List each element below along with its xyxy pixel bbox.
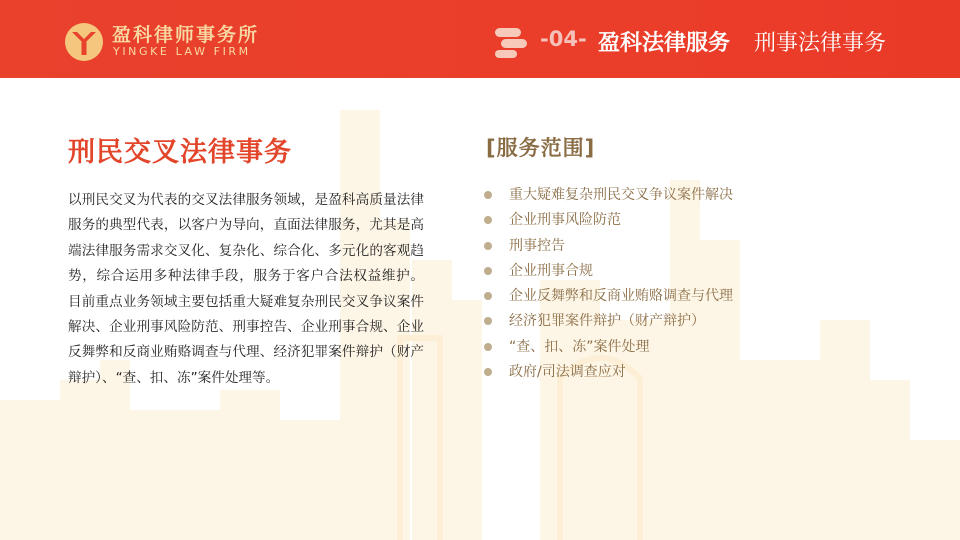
bullet-icon xyxy=(484,368,492,376)
yingke-logo-icon xyxy=(64,22,104,62)
list-item xyxy=(484,309,733,334)
list-item xyxy=(484,335,733,360)
header-bar xyxy=(0,0,960,78)
list-item-label: 经济犯罪案件辩护（财产辩护） xyxy=(509,313,705,330)
bullet-icon xyxy=(484,242,492,250)
bullet-icon xyxy=(484,292,492,300)
section-number: -04- xyxy=(540,27,587,51)
list-item xyxy=(484,284,733,309)
services-title: [服务范围] xyxy=(486,136,596,160)
list-item xyxy=(484,183,733,208)
bullet-icon xyxy=(484,343,492,351)
list-item-label: 企业刑事合规 xyxy=(509,262,593,279)
services-list xyxy=(484,183,733,385)
list-item xyxy=(484,259,733,284)
list-item-label: 刑事控告 xyxy=(509,237,565,254)
bullet-icon xyxy=(484,317,492,325)
list-item-label: 重大疑难复杂刑民交叉争议案件解决 xyxy=(509,187,733,203)
section-title: 盈科法律服务 xyxy=(598,31,731,56)
bullet-icon xyxy=(484,191,492,199)
section-subtitle: 刑事法律事务 xyxy=(754,31,887,56)
description-paragraph: 以刑民交叉为代表的交叉法律服务领域，是盈科高质量法律服务的典型代表，以客户为导向，直面法律服务，尤其是高端法律服务需求交叉化、复杂化、综合化、多元化的客观趋势，综合运用多种法律手段，服务于客户合法权益维护。 目前重点业务领域主要包括重大疑难复杂刑民交叉争议案件解决、企业刑事风险防范、刑事控告、企业刑事合规、企业反舞弊和反商业贿赂调查与代理、经济犯罪案件辩护（财产辩护）、“查、扣、冻”案件处理等。 xyxy=(68,192,424,386)
list-item xyxy=(484,360,733,385)
brand-name-cn: 盈科律师事务所 xyxy=(112,24,260,46)
list-item-label: 企业刑事风险防范 xyxy=(509,212,621,229)
list-item-label: “查、扣、冻”案件处理 xyxy=(509,338,650,355)
page-title: 刑民交叉法律事务 xyxy=(68,137,292,168)
brand-name-en: YINGKE LAW FIRM xyxy=(113,45,251,58)
list-item xyxy=(484,208,733,233)
bullet-icon xyxy=(484,267,492,275)
list-item-label: 政府/司法调查应对 xyxy=(509,364,626,381)
list-item xyxy=(484,234,733,259)
list-item-label: 企业反舞弊和反商业贿赂调查与代理 xyxy=(509,288,733,305)
section-pill-icon xyxy=(494,25,528,59)
bullet-icon xyxy=(484,216,492,224)
